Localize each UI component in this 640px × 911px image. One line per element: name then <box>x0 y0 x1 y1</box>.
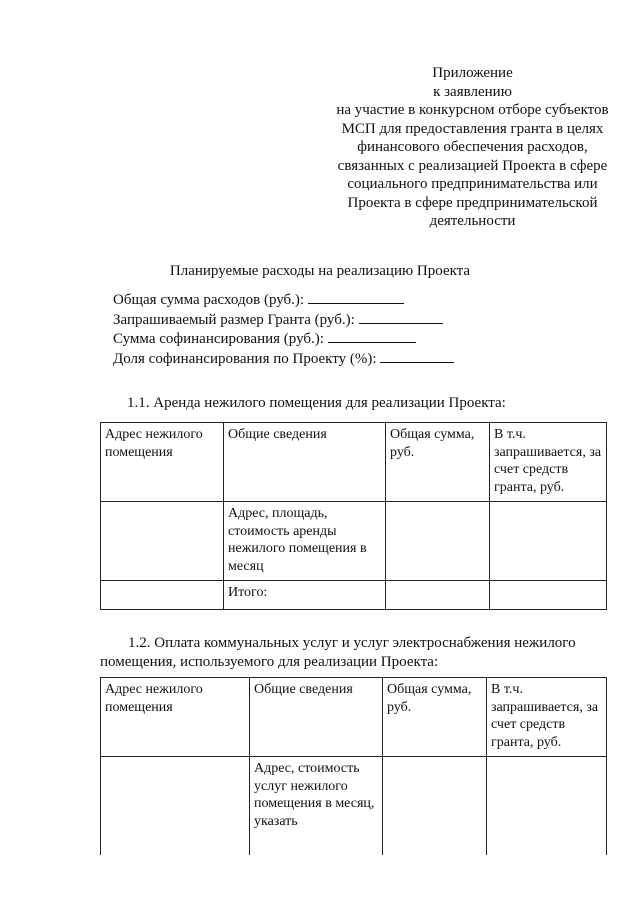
table-header-row <box>101 423 607 502</box>
section-2-title-line: помещения, используемого для реализации Проекта: <box>100 653 439 670</box>
section-2-title-line: 1.2. Оплата коммунальных услуг и услуг электроснабжения нежилого <box>128 635 576 651</box>
table-row <box>101 757 607 856</box>
cell-grant-share[interactable] <box>490 581 607 610</box>
fill-in-line[interactable] <box>359 310 443 324</box>
cofinancing-amount-field <box>113 329 454 349</box>
field-label: Запрашиваемый размер Гранта (руб.): <box>113 311 355 328</box>
rent-table <box>100 422 607 610</box>
appendix-header <box>320 64 625 231</box>
cell-empty <box>101 581 224 610</box>
total-expenses-field <box>113 290 454 310</box>
utilities-table <box>100 677 607 855</box>
fill-in-line[interactable] <box>308 290 404 304</box>
header-address: Адрес нежилого помещения <box>101 423 224 502</box>
header-grant-share: В т.ч. запрашивается, за счет средств гранта, руб. <box>487 678 607 757</box>
field-label: Сумма софинансирования (руб.): <box>113 331 324 347</box>
header-address: Адрес нежилого помещения <box>101 678 250 757</box>
appendix-line: на участие в конкурсном отборе субъектов <box>336 102 609 118</box>
cell-description: Адрес, стоимость услуг нежилого помещения в месяц, указать <box>250 757 383 856</box>
document-title: Планируемые расходы на реализацию Проекта <box>169 263 471 279</box>
appendix-line: Проекта в сфере предпринимательской <box>347 194 598 211</box>
header-total-sum: Общая сумма, руб. <box>383 678 487 757</box>
appendix-line: социального предпринимательства или <box>347 176 598 192</box>
cell-total-sum[interactable] <box>386 502 490 581</box>
appendix-line: МСП для предоставления гранта в целях <box>341 120 604 137</box>
header-grant-share: В т.ч. запрашивается, за счет средств гранта, руб. <box>490 423 607 502</box>
field-label: Общая сумма расходов (руб.): <box>113 292 305 308</box>
appendix-line: Приложение <box>432 65 513 81</box>
header-general-info: Общие сведения <box>224 423 386 502</box>
appendix-line: деятельности <box>429 213 516 229</box>
table-row <box>101 502 607 581</box>
appendix-line: связанных с реализацией Проекта в сфере <box>337 157 608 174</box>
table-header-row <box>101 678 607 757</box>
cell-address[interactable] <box>101 502 224 581</box>
fill-in-line[interactable] <box>328 329 416 343</box>
fill-in-line[interactable] <box>380 349 454 363</box>
table-clip-region <box>0 677 640 855</box>
table-total-row <box>101 581 607 610</box>
appendix-line: финансового обеспечения расходов, <box>357 139 588 155</box>
cell-address[interactable] <box>101 757 250 856</box>
section-1-title: 1.1. Аренда нежилого помещения для реализации Проекта: <box>127 395 506 411</box>
expense-summary-fields <box>113 290 454 368</box>
cell-grant-share[interactable] <box>487 757 607 856</box>
header-total-sum: Общая сумма, руб. <box>386 423 490 502</box>
cell-total-sum[interactable] <box>386 581 490 610</box>
field-label: Доля софинансирования по Проекту (%): <box>113 350 377 367</box>
cofinancing-share-field <box>113 349 454 369</box>
header-general-info: Общие сведения <box>250 678 383 757</box>
section-2-title <box>100 634 608 671</box>
cell-total-sum[interactable] <box>383 757 487 856</box>
cell-grant-share[interactable] <box>490 502 607 581</box>
appendix-line: к заявлению <box>433 83 512 100</box>
total-label: Итого: <box>224 581 386 610</box>
grant-amount-field <box>113 310 454 330</box>
cell-description: Адрес, площадь, стоимость аренды нежилого помещения в месяц <box>224 502 386 581</box>
